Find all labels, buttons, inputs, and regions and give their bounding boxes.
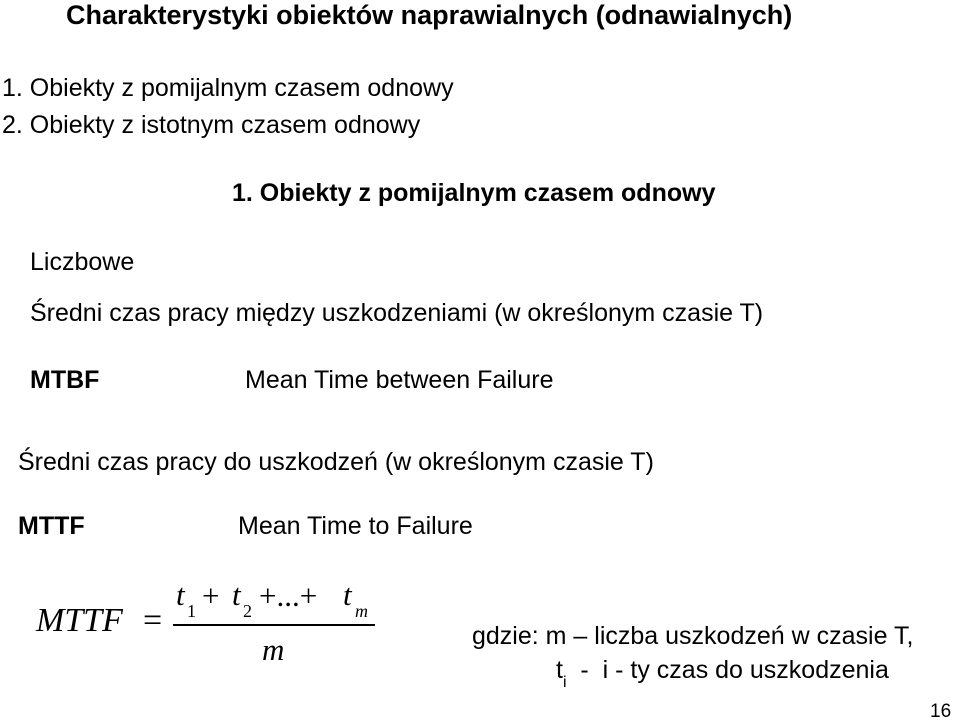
where-ti-sub: i <box>562 674 567 691</box>
section-heading: 1. Obiekty z pomijalnym czasem odnowy <box>232 179 716 207</box>
mtbf-abbr: MTBF <box>30 366 100 394</box>
formula-t2: t <box>232 577 241 612</box>
where-line-2 <box>556 656 889 691</box>
list-item-2: 2. Obiekty z istotnym czasem odnowy <box>2 111 421 139</box>
mtbf-description: Średni czas pracy między uszkodzeniami (w określonym czasie T) <box>30 299 764 327</box>
formula-tm: t <box>343 577 352 612</box>
where-ti-rest: - i - ty czas do uszkodzenia <box>566 656 889 684</box>
formula-denominator: m <box>262 632 285 667</box>
formula-plus-2: +...+ <box>259 578 318 613</box>
formula-lhs: MTTF <box>36 602 123 639</box>
formula-equals: = <box>143 602 163 639</box>
formula-tm-sub: m <box>355 601 368 621</box>
formula-plus-1: + <box>202 578 220 613</box>
mttf-description: Średni czas pracy do uszkodzeń (w określonym czasie T) <box>18 448 654 476</box>
fraction-bar <box>173 624 375 626</box>
formula-t2-sub: 2 <box>243 601 252 621</box>
page-number: 16 <box>930 701 952 722</box>
mttf-expansion: Mean Time to Failure <box>238 512 473 540</box>
formula-t1-sub: 1 <box>187 601 196 621</box>
page-title: Charakterystyki obiektów naprawialnych (odnawialnych) <box>66 0 793 30</box>
category-label: Liczbowe <box>30 248 135 276</box>
where-ti-base: t <box>556 656 563 684</box>
where-line-1: gdzie: m – liczba uszkodzeń w czasie T, <box>472 622 914 650</box>
mttf-abbr: MTTF <box>18 512 85 540</box>
mtbf-expansion: Mean Time between Failure <box>245 366 554 394</box>
formula-t1: t <box>176 577 185 612</box>
list-item-1: 1. Obiekty z pomijalnym czasem odnowy <box>2 74 454 102</box>
